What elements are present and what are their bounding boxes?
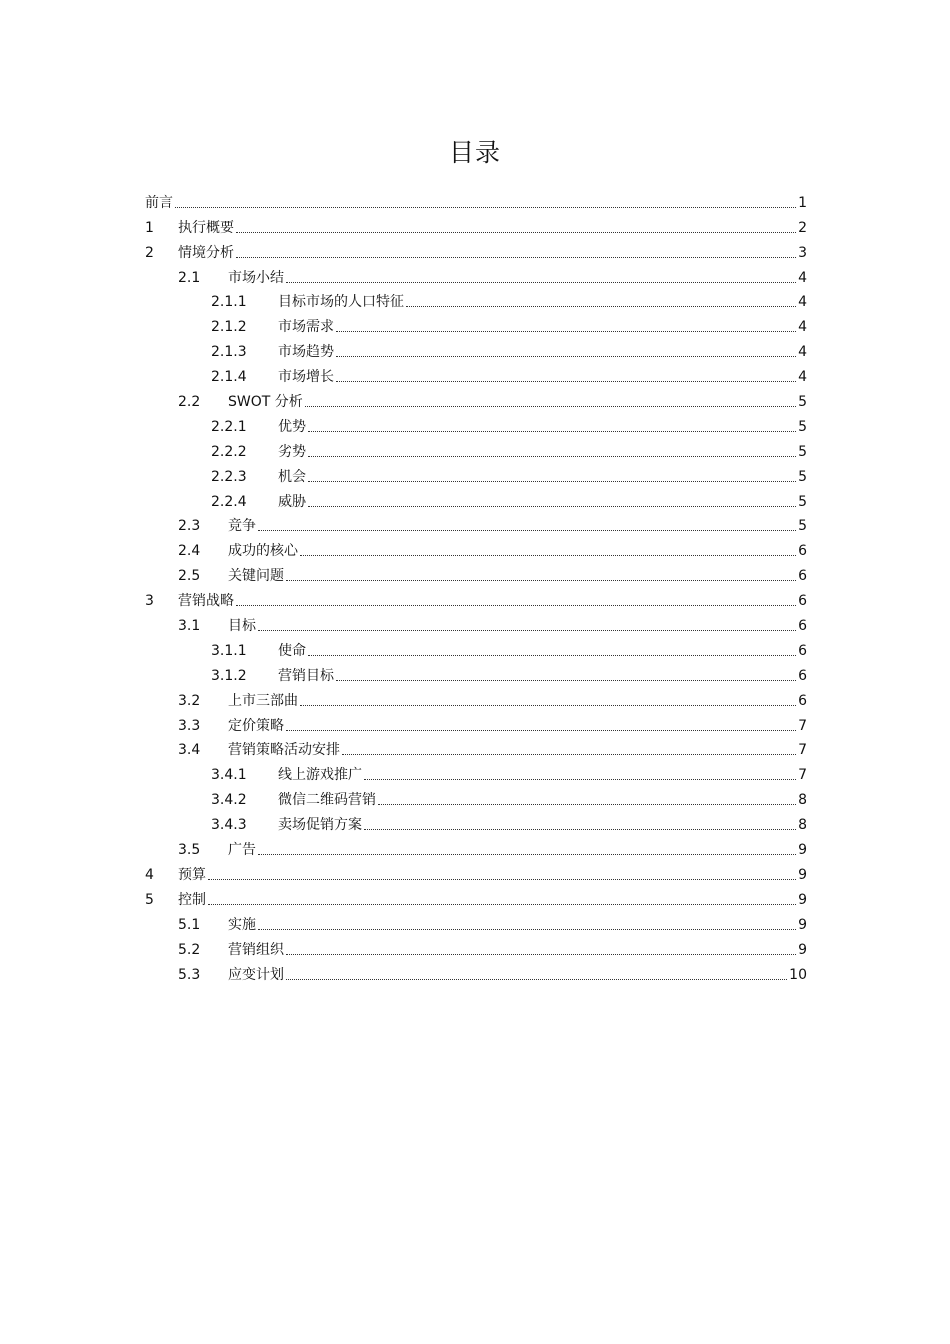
dot-leader: [308, 481, 796, 482]
toc-entry-page: 5: [798, 468, 807, 485]
toc-entry-number: 3.4.3: [211, 817, 247, 834]
toc-entry[interactable]: [145, 936, 807, 961]
toc-entry-number: 2.2.3: [211, 468, 247, 485]
dot-leader: [308, 431, 796, 432]
toc-entry[interactable]: [145, 189, 807, 214]
toc-entry-page: 5: [798, 493, 807, 510]
toc-entry-title: 目标: [228, 618, 256, 635]
toc-entry[interactable]: [145, 239, 807, 264]
toc-entry-number: 3.5: [178, 842, 201, 859]
toc-entry-title: 关键问题: [228, 568, 284, 585]
toc-entry[interactable]: [145, 637, 807, 662]
toc-entry[interactable]: [145, 537, 807, 562]
toc-entry-page: 2: [798, 219, 807, 236]
toc-entry[interactable]: [145, 911, 807, 936]
toc-entry-number: 3.4.2: [211, 792, 247, 809]
toc-entry-page: 9: [798, 891, 807, 908]
toc-entry[interactable]: [145, 786, 807, 811]
dot-leader: [308, 506, 796, 507]
toc-entry-number: 3.4: [178, 742, 201, 759]
toc-entry-number: 5.2: [178, 941, 201, 958]
toc-entry-title: 微信二维码营销: [278, 792, 376, 809]
toc-entry-title: 定价策略: [228, 717, 284, 734]
toc-entry[interactable]: [145, 264, 807, 289]
toc-entry-title: 目标市场的人口特征: [278, 294, 404, 311]
toc-entry-number: 3: [145, 593, 154, 610]
toc-entry-title: 营销策略活动安排: [228, 742, 340, 759]
toc-entry-number: 2.1.2: [211, 319, 247, 336]
toc-entry-page: 4: [798, 269, 807, 286]
dot-leader: [406, 306, 796, 307]
toc-entry[interactable]: [145, 662, 807, 687]
toc-entry-number: 2.5: [178, 568, 201, 585]
toc-entry-number: 5.3: [178, 966, 201, 983]
dot-leader: [300, 555, 796, 556]
toc-entry-title: 情境分析: [178, 244, 234, 261]
toc-entry-page: 7: [798, 767, 807, 784]
toc-entry[interactable]: [145, 587, 807, 612]
toc-entry-number: 2.3: [178, 518, 201, 535]
dot-leader: [308, 456, 796, 457]
toc-entry[interactable]: [145, 861, 807, 886]
toc-entry[interactable]: [145, 562, 807, 587]
toc-entry-number: 2.1.3: [211, 344, 247, 361]
toc-entry-page: 10: [789, 966, 807, 983]
dot-leader: [175, 207, 796, 208]
toc-entry-page: 4: [798, 319, 807, 336]
toc-entry-number: 2.2: [178, 394, 201, 411]
toc-title: 目录: [448, 138, 501, 167]
toc-entry-page: 5: [798, 518, 807, 535]
toc-entry-page: 4: [798, 369, 807, 386]
toc-entry-page: 4: [798, 344, 807, 361]
dot-leader: [305, 406, 796, 407]
toc-entry-number: 2.2.1: [211, 418, 247, 435]
toc-entry-page: 6: [798, 618, 807, 635]
dot-leader: [286, 954, 796, 955]
toc-entry-page: 7: [798, 717, 807, 734]
dot-leader: [208, 879, 796, 880]
toc-entry[interactable]: [145, 363, 807, 388]
dot-leader: [258, 630, 796, 631]
toc-entry-number: 2.2.4: [211, 493, 247, 510]
toc-entry-number: 3.2: [178, 692, 201, 709]
toc-entry-title: 市场小结: [228, 269, 284, 286]
dot-leader: [336, 331, 796, 332]
dot-leader: [236, 605, 796, 606]
toc-entry-title: 上市三部曲: [228, 692, 298, 709]
toc-entry[interactable]: [145, 388, 807, 413]
toc-entry-page: 8: [798, 792, 807, 809]
toc-entry-page: 9: [798, 866, 807, 883]
toc-entry[interactable]: [145, 737, 807, 762]
toc-entry-number: 4: [145, 866, 154, 883]
toc-entry-title: 前言: [145, 194, 173, 211]
toc-entry-page: 6: [798, 692, 807, 709]
dot-leader: [336, 680, 796, 681]
toc-entry-title: 成功的核心: [228, 543, 298, 560]
toc-entry-title: 使命: [278, 642, 306, 659]
dot-leader: [286, 282, 796, 283]
toc-entry[interactable]: [145, 886, 807, 911]
toc-entry[interactable]: [145, 513, 807, 538]
dot-leader: [300, 705, 796, 706]
table-of-contents: [145, 189, 807, 986]
dot-leader: [236, 232, 796, 233]
dot-leader: [236, 257, 796, 258]
dot-leader: [258, 854, 796, 855]
toc-entry-number: 2: [145, 244, 154, 261]
toc-entry-number: 2.2.2: [211, 443, 247, 460]
toc-entry-title: 控制: [178, 891, 206, 908]
toc-entry[interactable]: [145, 289, 807, 314]
toc-entry[interactable]: [145, 612, 807, 637]
toc-entry-page: 6: [798, 667, 807, 684]
toc-entry-title: 市场增长: [278, 369, 334, 386]
toc-entry-page: 6: [798, 642, 807, 659]
toc-entry[interactable]: [145, 811, 807, 836]
toc-entry-number: 5.1: [178, 916, 201, 933]
toc-entry-number: 5: [145, 891, 154, 908]
toc-entry-page: 9: [798, 941, 807, 958]
dot-leader: [336, 356, 796, 357]
toc-entry-title: 执行概要: [178, 219, 234, 236]
toc-entry[interactable]: [145, 488, 807, 513]
toc-entry-number: 3.1.2: [211, 667, 247, 684]
toc-entry-page: 9: [798, 842, 807, 859]
toc-entry-title: 机会: [278, 468, 306, 485]
toc-entry-title: 预算: [178, 866, 206, 883]
toc-entry-number: 2.1: [178, 269, 201, 286]
toc-entry[interactable]: [145, 961, 807, 986]
toc-entry-page: 5: [798, 418, 807, 435]
dot-leader: [258, 929, 796, 930]
toc-entry-page: 5: [798, 394, 807, 411]
dot-leader: [286, 730, 796, 731]
toc-entry-page: 4: [798, 294, 807, 311]
toc-entry[interactable]: [145, 463, 807, 488]
toc-entry-number: 3.1: [178, 618, 201, 635]
toc-entry-number: 3.4.1: [211, 767, 247, 784]
toc-entry[interactable]: [145, 313, 807, 338]
toc-entry-page: 6: [798, 593, 807, 610]
toc-entry-page: 6: [798, 568, 807, 585]
toc-entry-title: 广告: [228, 842, 256, 859]
toc-entry[interactable]: [145, 712, 807, 737]
dot-leader: [286, 979, 787, 980]
toc-entry-number: 2.1.1: [211, 294, 247, 311]
dot-leader: [286, 580, 796, 581]
dot-leader: [336, 381, 796, 382]
dot-leader: [308, 655, 796, 656]
dot-leader: [364, 829, 796, 830]
toc-entry-title: 线上游戏推广: [278, 767, 362, 784]
toc-entry[interactable]: [145, 338, 807, 363]
toc-entry-title: SWOT 分析: [228, 394, 303, 411]
toc-entry-title: 市场需求: [278, 319, 334, 336]
toc-entry[interactable]: [145, 413, 807, 438]
toc-entry-page: 3: [798, 244, 807, 261]
dot-leader: [378, 804, 796, 805]
toc-entry-number: 3.3: [178, 717, 201, 734]
toc-entry-page: 1: [798, 194, 807, 211]
toc-entry-title: 卖场促销方案: [278, 817, 362, 834]
toc-entry-title: 市场趋势: [278, 344, 334, 361]
toc-entry-title: 竞争: [228, 518, 256, 535]
dot-leader: [258, 530, 796, 531]
toc-entry-number: 2.4: [178, 543, 201, 560]
toc-entry-title: 实施: [228, 916, 256, 933]
dot-leader: [342, 754, 796, 755]
toc-entry-page: 6: [798, 543, 807, 560]
toc-entry[interactable]: [145, 438, 807, 463]
toc-entry-page: 5: [798, 443, 807, 460]
toc-entry-page: 9: [798, 916, 807, 933]
dot-leader: [364, 779, 796, 780]
toc-entry[interactable]: [145, 761, 807, 786]
dot-leader: [208, 904, 796, 905]
toc-entry-title: 营销组织: [228, 941, 284, 958]
toc-entry-title: 优势: [278, 418, 306, 435]
toc-entry[interactable]: [145, 687, 807, 712]
toc-entry-title: 威胁: [278, 493, 306, 510]
toc-entry-title: 营销战略: [178, 593, 234, 610]
toc-entry-page: 7: [798, 742, 807, 759]
toc-entry-number: 2.1.4: [211, 369, 247, 386]
toc-entry[interactable]: [145, 836, 807, 861]
toc-entry-title: 应变计划: [228, 966, 284, 983]
toc-entry-number: 3.1.1: [211, 642, 247, 659]
toc-entry-number: 1: [145, 219, 154, 236]
toc-entry-title: 劣势: [278, 443, 306, 460]
toc-entry-page: 8: [798, 817, 807, 834]
toc-entry-title: 营销目标: [278, 667, 334, 684]
toc-entry[interactable]: [145, 214, 807, 239]
